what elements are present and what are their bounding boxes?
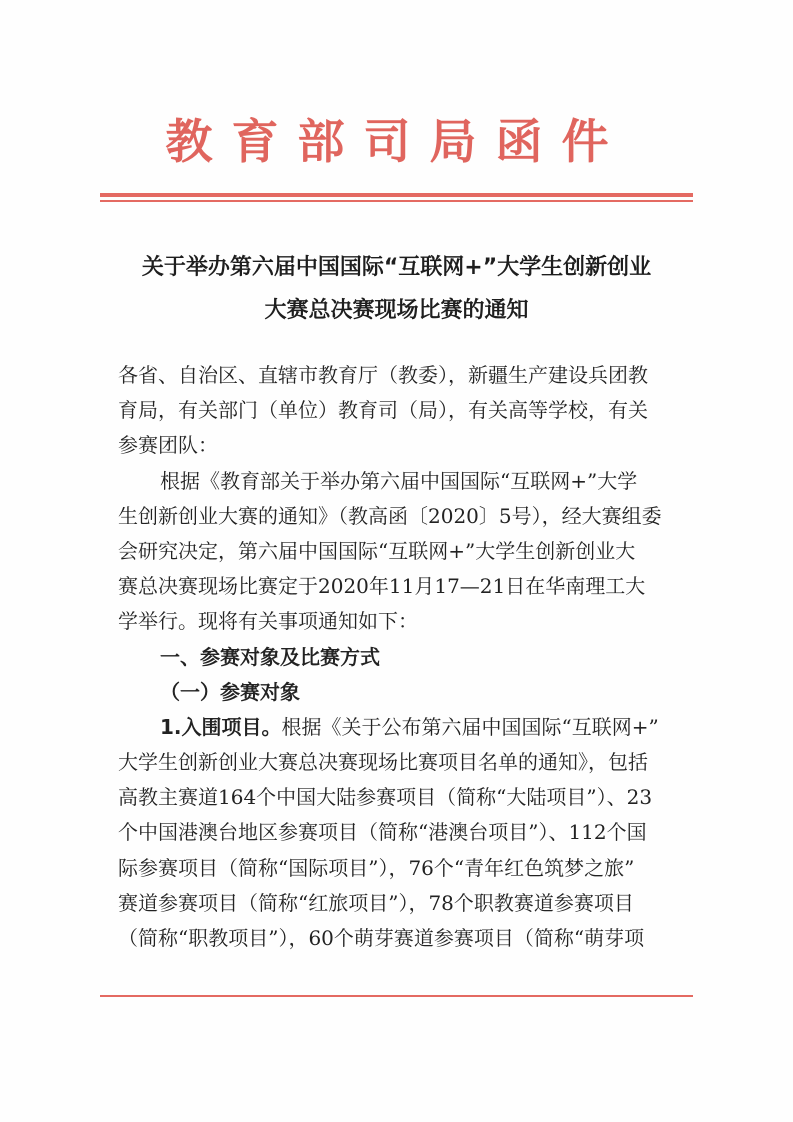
subsection-heading: （一）参赛对象 — [160, 679, 300, 704]
item-text: 根据《关于公布第六届中国国际“互联网+” — [281, 714, 659, 739]
letterhead-rule-thin — [100, 200, 693, 202]
addressee-line: 育局，有关部门（单位）教育司（局），有关高等学校，有关 — [118, 398, 648, 423]
item-line: 个中国港澳台地区参赛项目（简称“港澳台项目”）、112个国 — [118, 820, 647, 845]
document-body — [118, 358, 684, 956]
intro-line: 赛总决赛现场比赛定于2020年11月17—21日在华南理工大 — [118, 574, 646, 599]
item-line: （简称“职教项目”），60个萌芽赛道参赛项目（简称“萌芽项 — [118, 926, 645, 950]
letterhead-rule-thick — [100, 193, 693, 197]
letterhead-title: 教育部司局函件 — [165, 115, 628, 170]
item-line: 赛道参赛项目（简称“红旅项目”），78个职教赛道参赛项目 — [118, 890, 634, 915]
item-label: 1.入围项目。 — [160, 714, 282, 739]
intro-line: 生创新创业大赛的通知》（教高函〔2020〕5号），经大赛组委 — [118, 503, 662, 528]
intro-line: 学举行。现将有关事项通知如下： — [118, 609, 418, 634]
addressee-line: 参赛团队： — [118, 433, 218, 458]
item-line: 际参赛项目（简称“国际项目”），76个“青年红色筑梦之旅” — [118, 855, 635, 880]
item-line: 高教主赛道164个中国大陆参赛项目（简称“大陆项目”）、23 — [118, 785, 653, 810]
intro-line: 会研究决定，第六届中国国际“互联网+”大学生创新创业大 — [118, 538, 636, 563]
footer-rule — [100, 995, 693, 997]
document-title-line: 关于举办第六届中国国际“互联网+”大学生创新创业 — [141, 255, 652, 280]
document-title-line: 大赛总决赛现场比赛的通知 — [264, 298, 529, 323]
section-heading: 一、参赛对象及比赛方式 — [160, 644, 380, 669]
addressee-line: 各省、自治区、直辖市教育厅（教委），新疆生产建设兵团教 — [118, 363, 648, 387]
intro-line: 根据《教育部关于举办第六届中国国际“互联网+”大学 — [160, 468, 638, 493]
item-line: 大学生创新创业大赛总决赛现场比赛项目名单的通知》，包括 — [118, 750, 648, 775]
item-line — [118, 710, 684, 745]
document-title — [100, 246, 693, 332]
